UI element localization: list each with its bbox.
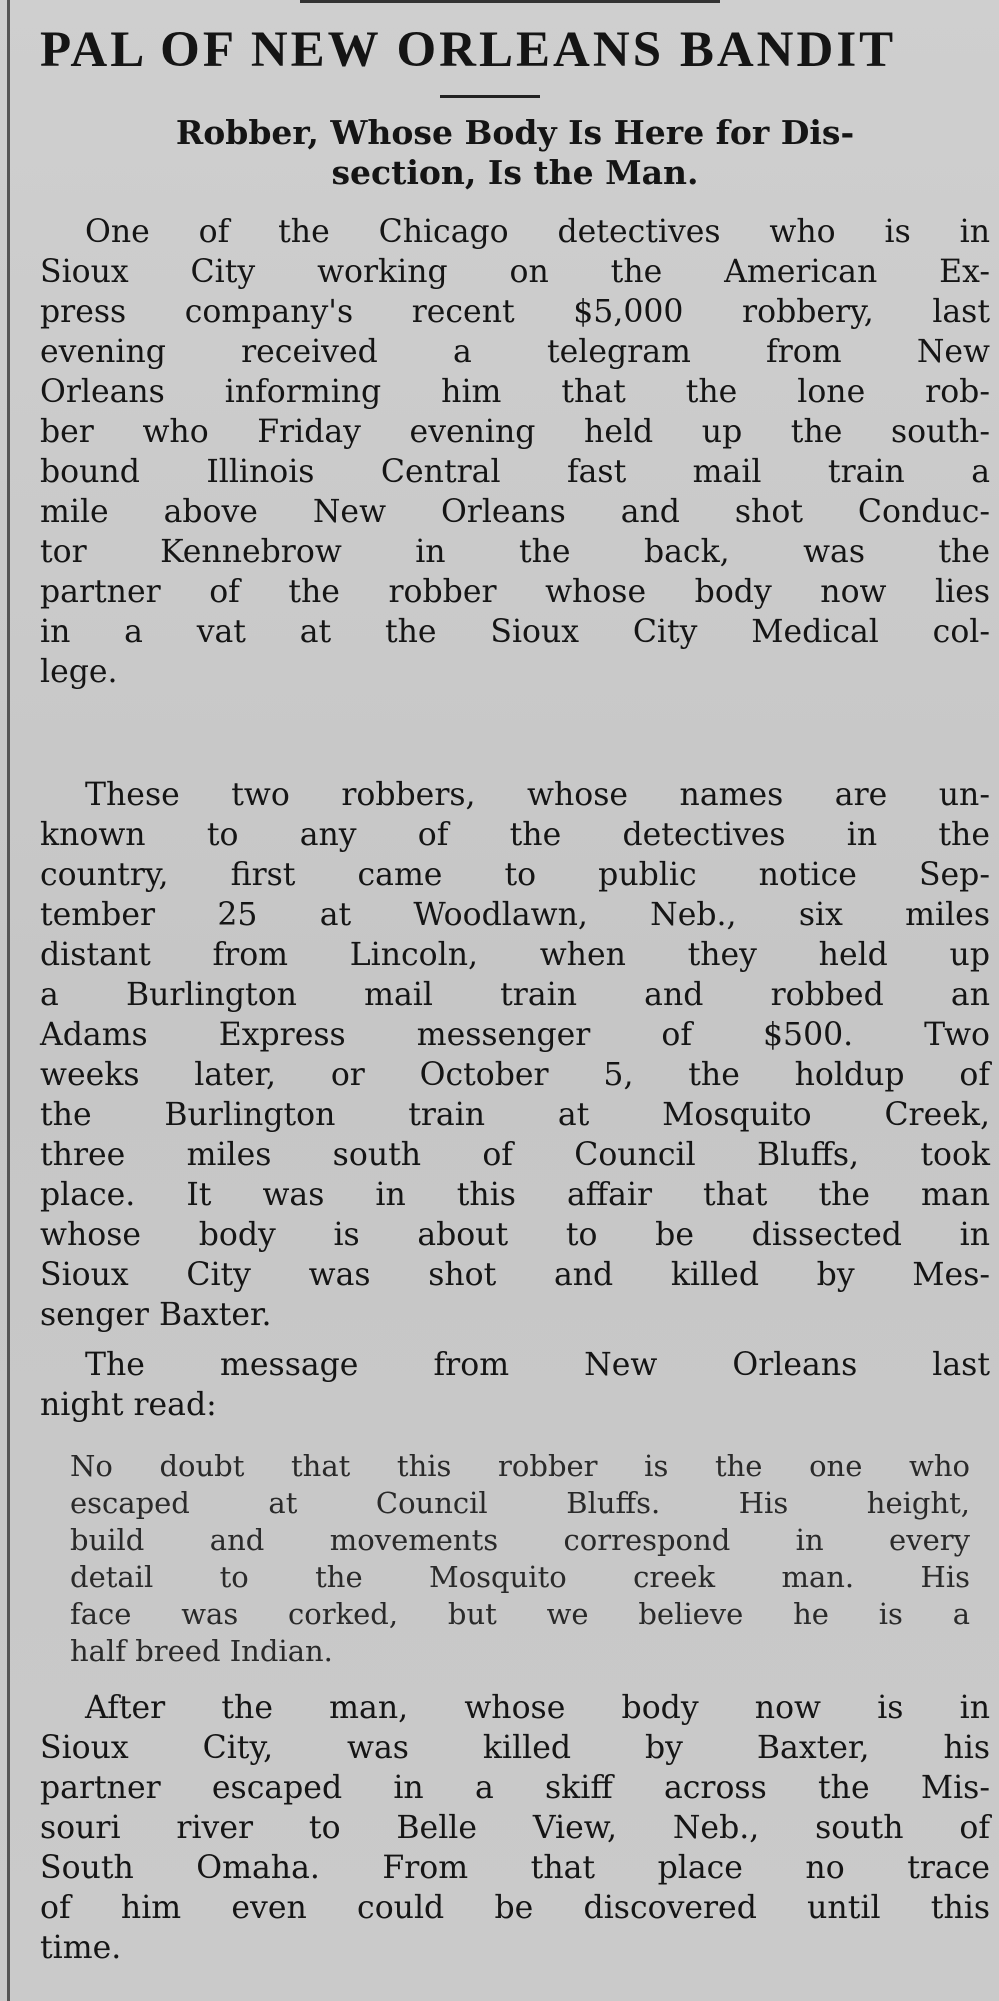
subheadline <box>40 113 990 193</box>
text-line: place. It was in this affair that the man <box>40 1177 990 1213</box>
text-line: distant from Lincoln, when they held up <box>40 937 990 973</box>
subhead-line: section, Is the Man. <box>331 153 699 192</box>
text-line: press company's recent $5,000 robbery, last <box>40 294 990 330</box>
column-rule <box>7 0 10 2001</box>
text-line: known to any of the detectives in the <box>40 817 990 853</box>
text-line: partner of the robber whose body now lies <box>40 574 990 610</box>
quote-line: face was corked, but we believe he is a <box>70 1597 970 1631</box>
text-line: evening received a telegram from New <box>40 334 990 370</box>
telegram-quote <box>70 1448 970 1670</box>
text-line: Sioux City working on the American Ex- <box>40 254 990 290</box>
text-line: time. <box>40 1930 122 1966</box>
text-line: three miles south of Council Bluffs, took <box>40 1137 990 1173</box>
text-line: souri river to Belle View, Neb., south of <box>40 1810 990 1846</box>
quote-line: escaped at Council Bluffs. His height, <box>70 1486 970 1520</box>
text-line: The message from New Orleans last <box>85 1347 990 1383</box>
headline: PAL OF NEW ORLEANS BANDIT <box>40 22 897 78</box>
text-line: a Burlington mail train and robbed an <box>40 977 990 1013</box>
text-line: South Omaha. From that place no trace <box>40 1850 990 1886</box>
text-line: in a vat at the Sioux City Medical col- <box>40 614 990 650</box>
headline-divider <box>440 95 540 98</box>
text-line: Sioux City, was killed by Baxter, his <box>40 1730 990 1766</box>
top-rule <box>300 0 720 3</box>
text-line: country, first came to public notice Sep- <box>40 857 990 893</box>
text-line: ber who Friday evening held up the south- <box>40 414 990 450</box>
text-line: bound Illinois Central fast mail train a <box>40 454 990 490</box>
quote-line: build and movements correspond in every <box>70 1523 970 1557</box>
quote-line: No doubt that this robber is the one who <box>70 1449 970 1483</box>
text-line: senger Baxter. <box>40 1297 272 1333</box>
text-line: mile above New Orleans and shot Conduc- <box>40 494 990 530</box>
text-line: whose body is about to be dissected in <box>40 1217 990 1253</box>
paragraph-4 <box>40 1688 990 1968</box>
text-line: lege. <box>40 654 118 690</box>
text-line: One of the Chicago detectives who is in <box>85 214 990 250</box>
text-line: After the man, whose body now is in <box>85 1690 990 1726</box>
text-line: the Burlington train at Mosquito Creek, <box>40 1097 990 1133</box>
paragraph-3 <box>40 1345 990 1425</box>
text-line: These two robbers, whose names are un- <box>85 777 990 813</box>
quote-line: half breed Indian. <box>70 1634 333 1668</box>
text-line: tor Kennebrow in the back, was the <box>40 534 990 570</box>
subhead-line: Robber, Whose Body Is Here for Dis- <box>175 113 855 152</box>
text-line: of him even could be discovered until this <box>40 1890 990 1926</box>
paragraph-2 <box>40 775 990 1335</box>
text-line: weeks later, or October 5, the holdup of <box>40 1057 990 1093</box>
quote-line: detail to the Mosquito creek man. His <box>70 1560 970 1594</box>
text-line: Orleans informing him that the lone rob- <box>40 374 990 410</box>
text-line: tember 25 at Woodlawn, Neb., six miles <box>40 897 990 933</box>
text-line: partner escaped in a skiff across the Mis- <box>40 1770 990 1806</box>
text-line: night read: <box>40 1387 217 1423</box>
paragraph-1 <box>40 212 990 692</box>
text-line: Adams Express messenger of $500. Two <box>40 1017 990 1053</box>
text-line: Sioux City was shot and killed by Mes- <box>40 1257 990 1293</box>
